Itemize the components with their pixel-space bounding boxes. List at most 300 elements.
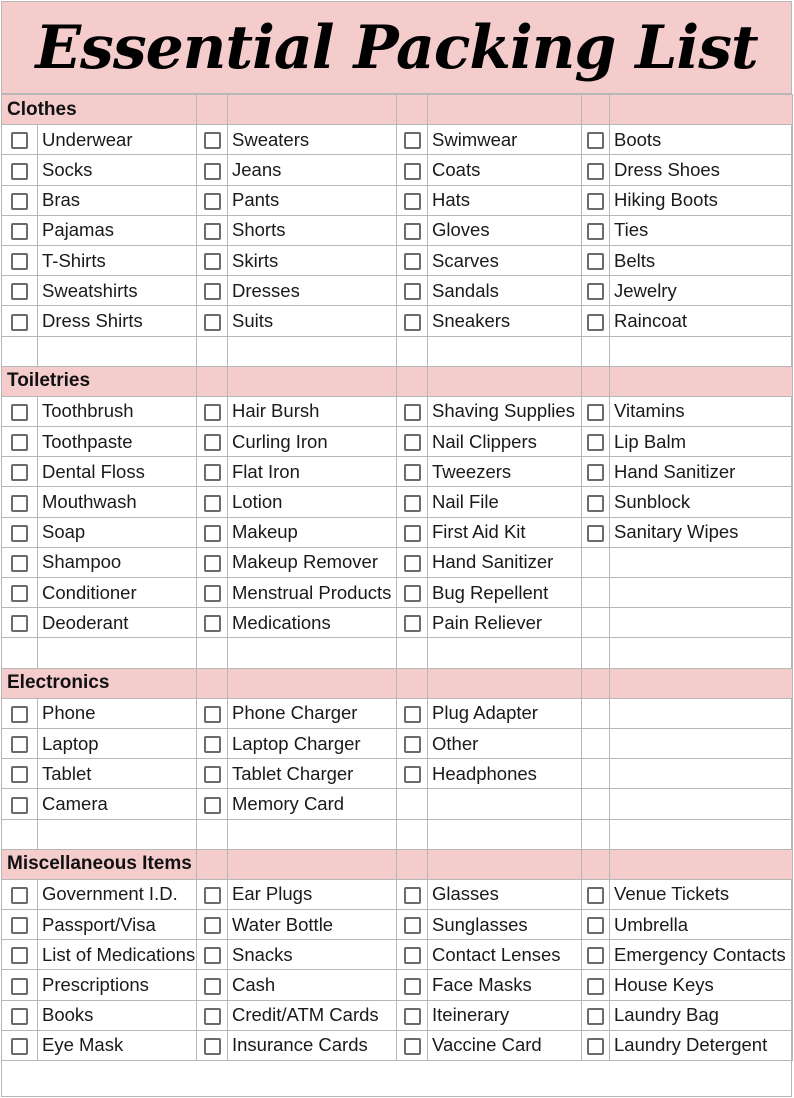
empty-cell (197, 819, 228, 849)
checkbox-cell (397, 1030, 428, 1060)
checkbox-underwear[interactable] (11, 132, 28, 149)
checkbox-dresses[interactable] (204, 283, 221, 300)
checkbox-cell (2, 970, 38, 1000)
empty-cell (397, 336, 428, 366)
item-label: Ear Plugs (228, 879, 397, 909)
checkbox-phone-charger[interactable] (204, 706, 221, 723)
item-label: Camera (38, 789, 197, 819)
item-label: Menstrual Products (228, 578, 397, 608)
empty-cell (228, 638, 397, 668)
item-label: Government I.D. (38, 879, 197, 909)
checkbox-ties[interactable] (587, 223, 604, 240)
section-title: Electronics (2, 668, 197, 698)
checkbox-pajamas[interactable] (11, 223, 28, 240)
table-row (2, 125, 793, 155)
item-label: Sandals (428, 276, 582, 306)
checkbox-cell (582, 970, 610, 1000)
empty-cell (228, 819, 397, 849)
empty-cell (582, 698, 610, 728)
checkbox-cell (2, 185, 38, 215)
checkbox-laundry-detergent[interactable] (587, 1038, 604, 1055)
item-label: Laundry Detergent (610, 1030, 793, 1060)
section-header-cell (428, 668, 582, 698)
item-label: Toothpaste (38, 427, 197, 457)
item-label: Toothbrush (38, 396, 197, 426)
table-row (2, 215, 793, 245)
item-label: Flat Iron (228, 457, 397, 487)
item-label: Tweezers (428, 457, 582, 487)
section-header-cell (228, 849, 397, 879)
item-label: Other (428, 728, 582, 758)
empty-cell (2, 819, 38, 849)
checkbox-umbrella[interactable] (587, 917, 604, 934)
checkbox-cell (397, 427, 428, 457)
item-label: Laundry Bag (610, 1000, 793, 1030)
item-label: Sunblock (610, 487, 793, 517)
section-header-cell (428, 95, 582, 125)
checkbox-cell (197, 970, 228, 1000)
checkbox-headphones[interactable] (404, 766, 421, 783)
item-label: Coats (428, 155, 582, 185)
blank-row (2, 336, 793, 366)
blank-row (2, 819, 793, 849)
checkbox-cell (582, 517, 610, 547)
empty-cell (428, 819, 582, 849)
checkbox-cell (397, 879, 428, 909)
item-label: Soap (38, 517, 197, 547)
empty-cell (610, 728, 793, 758)
empty-cell (582, 578, 610, 608)
checkbox-cell (397, 306, 428, 336)
item-label: Lip Balm (610, 427, 793, 457)
checkbox-nail-file[interactable] (404, 495, 421, 512)
item-label: Makeup Remover (228, 547, 397, 577)
checkbox-menstrual-products[interactable] (204, 585, 221, 602)
section-header-cell (397, 668, 428, 698)
item-label: Dress Shoes (610, 155, 793, 185)
checkbox-shorts[interactable] (204, 223, 221, 240)
item-label: Conditioner (38, 578, 197, 608)
checkbox-cell (197, 1000, 228, 1030)
item-label: Ties (610, 215, 793, 245)
checkbox-pants[interactable] (204, 193, 221, 210)
checkbox-sneakers[interactable] (404, 314, 421, 331)
checkbox-cell (197, 487, 228, 517)
checkbox-eye-mask[interactable] (11, 1038, 28, 1055)
packing-list-sheet (1, 1, 792, 1097)
table-row (2, 910, 793, 940)
checkbox-cell (2, 547, 38, 577)
item-label: Face Masks (428, 970, 582, 1000)
checkbox-deoderant[interactable] (11, 615, 28, 632)
item-label: Pants (228, 185, 397, 215)
checkbox-laundry-bag[interactable] (587, 1008, 604, 1025)
item-label: Curling Iron (228, 427, 397, 457)
item-label: T-Shirts (38, 245, 197, 275)
checkbox-conditioner[interactable] (11, 585, 28, 602)
checkbox-cell (2, 608, 38, 638)
checkbox-scarves[interactable] (404, 253, 421, 270)
checkbox-swimwear[interactable] (404, 132, 421, 149)
checkbox-t-shirts[interactable] (11, 253, 28, 270)
checkbox-cell (197, 547, 228, 577)
checkbox-jeans[interactable] (204, 163, 221, 180)
checkbox-cell (197, 215, 228, 245)
table-row (2, 608, 793, 638)
section-header-cell (582, 95, 610, 125)
table-row (2, 1000, 793, 1030)
empty-cell (610, 547, 793, 577)
item-label: Sweatshirts (38, 276, 197, 306)
table-row (2, 940, 793, 970)
section-header-cell (582, 366, 610, 396)
item-label: Swimwear (428, 125, 582, 155)
checkbox-tablet[interactable] (11, 766, 28, 783)
checkbox-phone[interactable] (11, 706, 28, 723)
item-label: Books (38, 1000, 197, 1030)
checkbox-bug-repellent[interactable] (404, 585, 421, 602)
empty-cell (582, 759, 610, 789)
checkbox-shaving-supplies[interactable] (404, 404, 421, 421)
checkbox-cell (197, 910, 228, 940)
checkbox-cell (582, 1000, 610, 1030)
table-row (2, 759, 793, 789)
section-header-cell (397, 849, 428, 879)
checkbox-cell (397, 215, 428, 245)
checkbox-hand-sanitizer[interactable] (587, 464, 604, 481)
checkbox-water-bottle[interactable] (204, 917, 221, 934)
checkbox-belts[interactable] (587, 253, 604, 270)
checkbox-cell (197, 879, 228, 909)
checkbox-memory-card[interactable] (204, 797, 221, 814)
checkbox-house-keys[interactable] (587, 978, 604, 995)
checkbox-cell (197, 245, 228, 275)
item-label: Credit/ATM Cards (228, 1000, 397, 1030)
checkbox-cell (582, 276, 610, 306)
empty-cell (582, 336, 610, 366)
checkbox-cell (197, 306, 228, 336)
item-label: Insurance Cards (228, 1030, 397, 1060)
checkbox-snacks[interactable] (204, 947, 221, 964)
checkbox-cell (197, 125, 228, 155)
checkbox-cell (197, 728, 228, 758)
section-header-cell (228, 95, 397, 125)
checkbox-gloves[interactable] (404, 223, 421, 240)
item-label: List of Medications (38, 940, 197, 970)
checkbox-cell (582, 306, 610, 336)
item-label: Plug Adapter (428, 698, 582, 728)
item-label: Tablet Charger (228, 759, 397, 789)
checkbox-cell (197, 940, 228, 970)
item-label: Glasses (428, 879, 582, 909)
checkbox-dress-shirts[interactable] (11, 314, 28, 331)
checkbox-skirts[interactable] (204, 253, 221, 270)
checkbox-cell (397, 487, 428, 517)
checkbox-mouthwash[interactable] (11, 495, 28, 512)
table-row (2, 276, 793, 306)
table-row (2, 789, 793, 819)
checkbox-socks[interactable] (11, 163, 28, 180)
checkbox-suits[interactable] (204, 314, 221, 331)
item-label: Hand Sanitizer (428, 547, 582, 577)
checkbox-sanitary-wipes[interactable] (587, 525, 604, 542)
item-label: Nail File (428, 487, 582, 517)
empty-cell (2, 638, 38, 668)
checkbox-cell (582, 396, 610, 426)
checkbox-hand-sanitizer[interactable] (404, 555, 421, 572)
empty-cell (428, 638, 582, 668)
checkbox-pain-reliever[interactable] (404, 615, 421, 632)
checkbox-makeup[interactable] (204, 525, 221, 542)
item-label: Lotion (228, 487, 397, 517)
item-label: Headphones (428, 759, 582, 789)
section-header-cell (610, 95, 793, 125)
checkbox-laptop[interactable] (11, 736, 28, 753)
checkbox-passport-visa[interactable] (11, 917, 28, 934)
item-label: Vitamins (610, 396, 793, 426)
checkbox-flat-iron[interactable] (204, 464, 221, 481)
checkbox-cell (2, 457, 38, 487)
checkbox-vitamins[interactable] (587, 404, 604, 421)
table-row (2, 306, 793, 336)
checkbox-list-of-medications[interactable] (11, 947, 28, 964)
checkbox-cell (197, 185, 228, 215)
item-label: Venue Tickets (610, 879, 793, 909)
checkbox-cell (397, 940, 428, 970)
table-row (2, 457, 793, 487)
checkbox-tweezers[interactable] (404, 464, 421, 481)
checkbox-insurance-cards[interactable] (204, 1038, 221, 1055)
checkbox-plug-adapter[interactable] (404, 706, 421, 723)
section-header-cell (197, 849, 228, 879)
checkbox-emergency-contacts[interactable] (587, 947, 604, 964)
checkbox-boots[interactable] (587, 132, 604, 149)
item-label: Dress Shirts (38, 306, 197, 336)
checkbox-camera[interactable] (11, 797, 28, 814)
item-label: Shampoo (38, 547, 197, 577)
item-label: Hiking Boots (610, 185, 793, 215)
checkbox-contact-lenses[interactable] (404, 947, 421, 964)
section-header-cell (428, 849, 582, 879)
checkbox-dental-floss[interactable] (11, 464, 28, 481)
empty-cell (582, 638, 610, 668)
section-header-cell (197, 95, 228, 125)
item-label: Eye Mask (38, 1030, 197, 1060)
checkbox-books[interactable] (11, 1008, 28, 1025)
checkbox-iteinerary[interactable] (404, 1008, 421, 1025)
checkbox-cell (197, 396, 228, 426)
item-label: Bug Repellent (428, 578, 582, 608)
checkbox-cell (582, 245, 610, 275)
table-row (2, 396, 793, 426)
checkbox-hiking-boots[interactable] (587, 193, 604, 210)
empty-cell (610, 578, 793, 608)
checkbox-venue-tickets[interactable] (587, 887, 604, 904)
empty-cell (582, 608, 610, 638)
empty-cell (610, 336, 793, 366)
item-label: Shaving Supplies (428, 396, 582, 426)
item-label: Hand Sanitizer (610, 457, 793, 487)
table-row (2, 728, 793, 758)
item-label: Memory Card (228, 789, 397, 819)
section-header-toiletries (2, 366, 793, 396)
section-header-electronics (2, 668, 793, 698)
checkbox-cell (397, 276, 428, 306)
item-label: Pain Reliever (428, 608, 582, 638)
checkbox-cell (582, 155, 610, 185)
checkbox-coats[interactable] (404, 163, 421, 180)
item-label: Hats (428, 185, 582, 215)
checkbox-raincoat[interactable] (587, 314, 604, 331)
section-header-clothes (2, 95, 793, 125)
checkbox-cell (2, 879, 38, 909)
checkbox-toothbrush[interactable] (11, 404, 28, 421)
checkbox-other[interactable] (404, 736, 421, 753)
checkbox-cell (197, 1030, 228, 1060)
item-label: Suits (228, 306, 397, 336)
checkbox-cell (2, 910, 38, 940)
checkbox-cell (397, 517, 428, 547)
checkbox-cell (397, 1000, 428, 1030)
table-row (2, 155, 793, 185)
checkbox-jewelry[interactable] (587, 283, 604, 300)
item-label: Contact Lenses (428, 940, 582, 970)
checkbox-cell (2, 578, 38, 608)
item-label: Laptop Charger (228, 728, 397, 758)
item-label: Makeup (228, 517, 397, 547)
table-row (2, 245, 793, 275)
checkbox-cell (2, 215, 38, 245)
table-row (2, 547, 793, 577)
empty-cell (38, 638, 197, 668)
section-header-cell (228, 366, 397, 396)
section-title: Clothes (2, 95, 197, 125)
checkbox-sweaters[interactable] (204, 132, 221, 149)
checkbox-cell (582, 487, 610, 517)
checkbox-cell (397, 185, 428, 215)
checkbox-lotion[interactable] (204, 495, 221, 512)
section-header-cell (582, 849, 610, 879)
checkbox-laptop-charger[interactable] (204, 736, 221, 753)
checkbox-first-aid-kit[interactable] (404, 525, 421, 542)
checkbox-curling-iron[interactable] (204, 434, 221, 451)
checkbox-credit-atm-cards[interactable] (204, 1008, 221, 1025)
checkbox-cell (2, 125, 38, 155)
item-label: Iteinerary (428, 1000, 582, 1030)
empty-cell (428, 336, 582, 366)
section-header-cell (428, 366, 582, 396)
item-label: Dental Floss (38, 457, 197, 487)
checkbox-cell (397, 125, 428, 155)
empty-cell (610, 789, 793, 819)
checkbox-nail-clippers[interactable] (404, 434, 421, 451)
section-title: Toiletries (2, 366, 197, 396)
checkbox-sunblock[interactable] (587, 495, 604, 512)
checkbox-glasses[interactable] (404, 887, 421, 904)
checkbox-face-masks[interactable] (404, 978, 421, 995)
checkbox-cell (2, 940, 38, 970)
item-label: Hair Bursh (228, 396, 397, 426)
checkbox-lip-balm[interactable] (587, 434, 604, 451)
checkbox-cell (2, 396, 38, 426)
checkbox-cell (2, 306, 38, 336)
section-header-cell (397, 95, 428, 125)
checkbox-cell (582, 215, 610, 245)
checkbox-cell (582, 910, 610, 940)
empty-cell (197, 638, 228, 668)
item-label: Pajamas (38, 215, 197, 245)
section-header-cell (228, 668, 397, 698)
checkbox-cell (582, 185, 610, 215)
checkbox-ear-plugs[interactable] (204, 887, 221, 904)
blank-row (2, 638, 793, 668)
checkbox-sweatshirts[interactable] (11, 283, 28, 300)
section-header-cell (610, 849, 793, 879)
item-label: Boots (610, 125, 793, 155)
checkbox-soap[interactable] (11, 525, 28, 542)
item-label: Belts (610, 245, 793, 275)
item-label: Emergency Contacts (610, 940, 793, 970)
checkbox-cell (197, 457, 228, 487)
item-label: Vaccine Card (428, 1030, 582, 1060)
checkbox-cell (2, 789, 38, 819)
item-label: First Aid Kit (428, 517, 582, 547)
checkbox-makeup-remover[interactable] (204, 555, 221, 572)
checkbox-dress-shoes[interactable] (587, 163, 604, 180)
section-header-cell (397, 366, 428, 396)
item-label: Water Bottle (228, 910, 397, 940)
item-label: Sweaters (228, 125, 397, 155)
checkbox-cell (582, 125, 610, 155)
item-label: Nail Clippers (428, 427, 582, 457)
checkbox-cell (397, 698, 428, 728)
checkbox-medications[interactable] (204, 615, 221, 632)
checkbox-cash[interactable] (204, 978, 221, 995)
section-header-cell (197, 668, 228, 698)
table-row (2, 879, 793, 909)
checkbox-bras[interactable] (11, 193, 28, 210)
checkbox-shampoo[interactable] (11, 555, 28, 572)
checkbox-sandals[interactable] (404, 283, 421, 300)
empty-cell (228, 336, 397, 366)
empty-cell (428, 789, 582, 819)
checkbox-vaccine-card[interactable] (404, 1038, 421, 1055)
checkbox-cell (2, 698, 38, 728)
empty-cell (397, 819, 428, 849)
checkbox-tablet-charger[interactable] (204, 766, 221, 783)
checkbox-cell (197, 789, 228, 819)
checkbox-cell (397, 759, 428, 789)
checkbox-prescriptions[interactable] (11, 978, 28, 995)
item-label: Umbrella (610, 910, 793, 940)
checkbox-cell (397, 728, 428, 758)
item-label: Sunglasses (428, 910, 582, 940)
checkbox-hats[interactable] (404, 193, 421, 210)
item-label: House Keys (610, 970, 793, 1000)
table-row (2, 578, 793, 608)
checkbox-cell (197, 427, 228, 457)
checkbox-hair-bursh[interactable] (204, 404, 221, 421)
checkbox-toothpaste[interactable] (11, 434, 28, 451)
checkbox-cell (397, 910, 428, 940)
checkbox-sunglasses[interactable] (404, 917, 421, 934)
checkbox-cell (2, 759, 38, 789)
item-label: Laptop (38, 728, 197, 758)
checkbox-government-i-d[interactable] (11, 887, 28, 904)
item-label: Socks (38, 155, 197, 185)
checkbox-cell (197, 155, 228, 185)
section-header-cell (197, 366, 228, 396)
